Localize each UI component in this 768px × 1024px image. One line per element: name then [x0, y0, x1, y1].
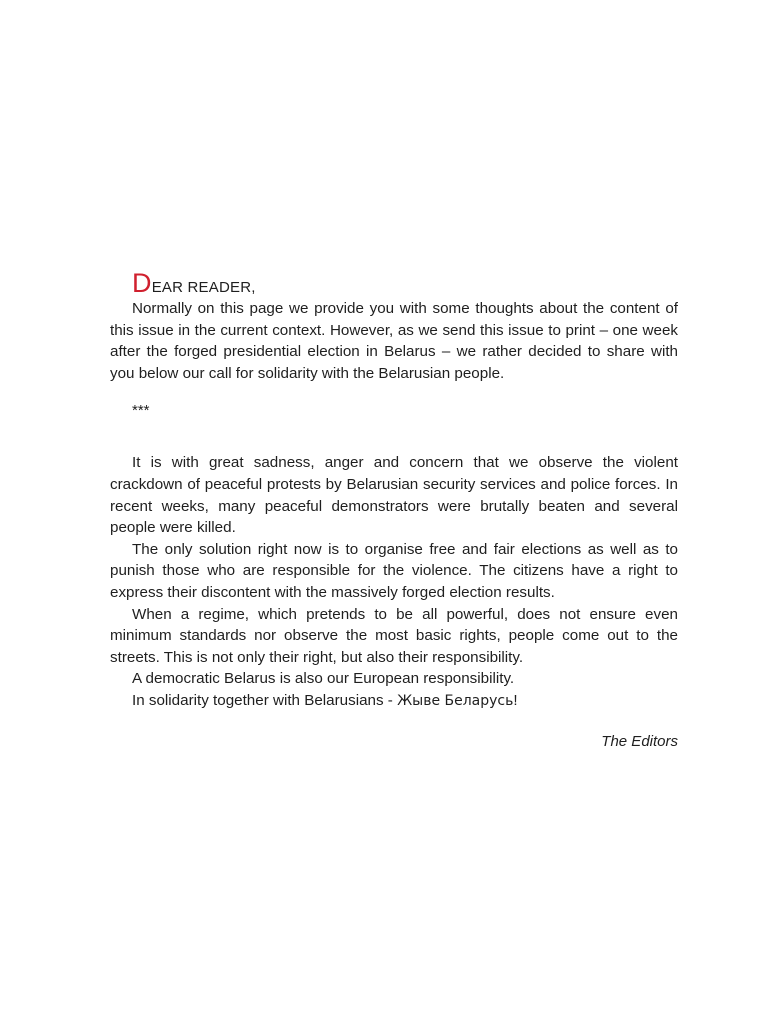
- body-paragraph-3: When a regime, which pretends to be all powerful, does not ensure even minimum standards nor observe the most basic rights, people come out to the streets. This is not only their right, but also their responsibility.: [110, 605, 678, 666]
- intro-paragraph: Normally on this page we provide you with some thoughts about the content of this issue in the current context. However, as we send this issue to print – one week after the forged presidential election in Belarus – we rather decided to share with you below our call for solidarity with the Belarusian people.: [110, 300, 678, 382]
- body-paragraph-4: A democratic Belarus is also our European responsibility.: [132, 670, 515, 688]
- section-separator: ***: [132, 402, 150, 420]
- signature: The Editors: [601, 732, 678, 750]
- drop-cap: D: [132, 268, 152, 298]
- body-paragraph-1: It is with great sadness, anger and concern that we observe the violent crackdown of peaceful protests by Belarusian security services and police forces. In recent weeks, many peaceful demonstrators were brutally beaten and several people were killed.: [110, 454, 678, 537]
- closing-punctuation: !: [513, 691, 518, 709]
- body-paragraph-2: The only solution right now is to organise free and fair elections as well as to punish those who are responsible for the violence. The citizens have a right to express their discontent with the massively forged election results.: [110, 540, 678, 601]
- closing-text: In solidarity together with Belarusians -: [132, 691, 398, 709]
- closing-slogan: Жыве Беларусь: [397, 692, 514, 709]
- salutation-heading: [110, 268, 678, 298]
- salutation-text: EAR READER,: [151, 279, 256, 296]
- closing-paragraph: [110, 690, 678, 713]
- editorial-letter: [110, 268, 678, 753]
